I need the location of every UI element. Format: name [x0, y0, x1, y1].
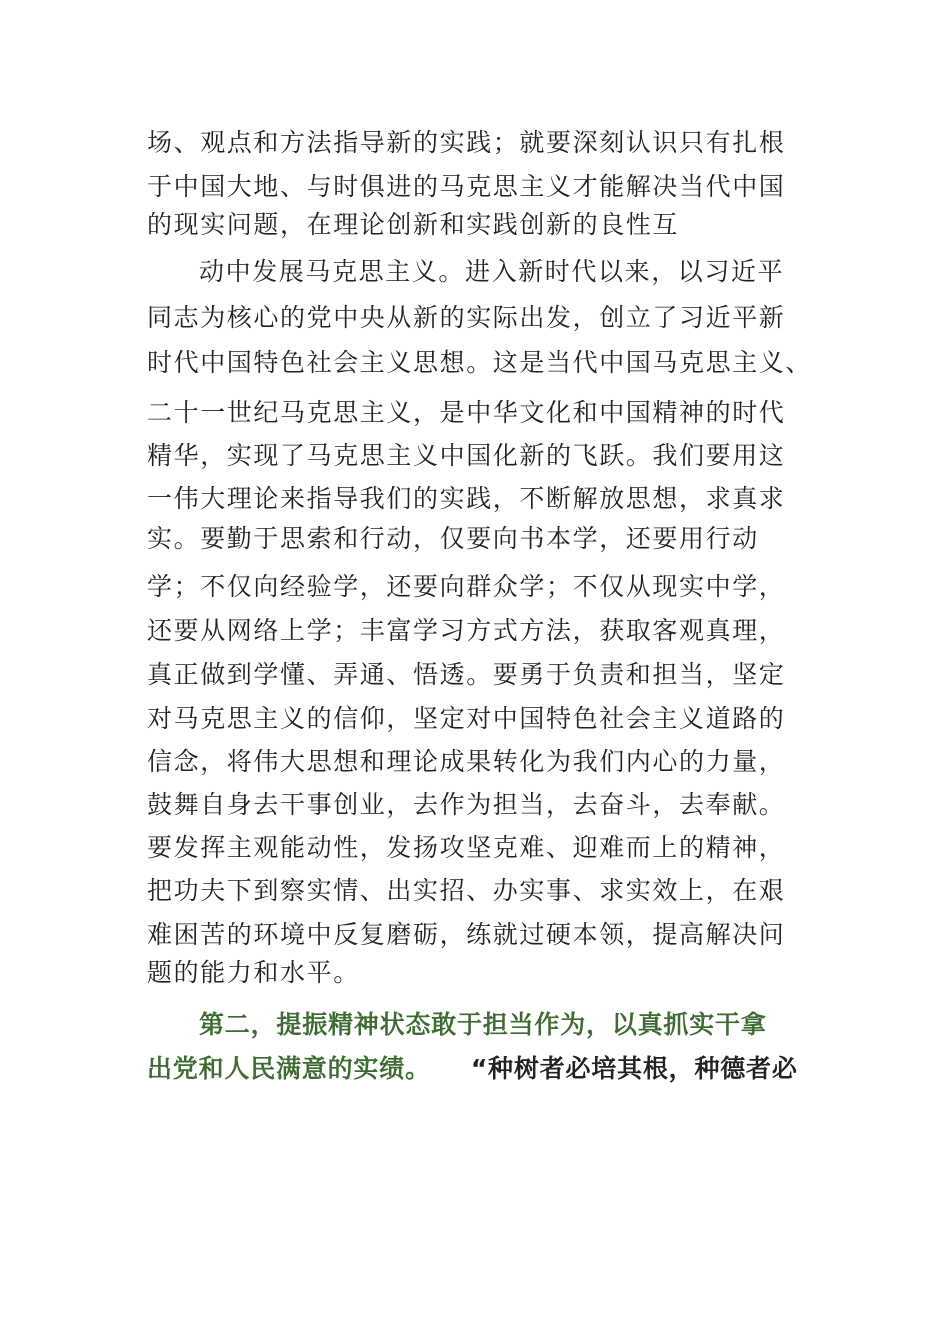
paragraph-2-line-1: 动中发展马克思主义。进入新时代以来，以习近平	[199, 257, 785, 286]
paragraph-2-line-8: 学；不仅向经验学，还要向群众学；不仅从现实中学，	[147, 572, 786, 601]
paragraph-2-line-17: 题的能力和水平。	[147, 958, 360, 987]
paragraph-2-line-13: 鼓舞自身去干事创业，去作为担当，去奋斗，去奉献。	[147, 790, 786, 819]
paragraph-1-line-2: 于中国大地、与时俱进的马克思主义才能解决当代中国	[147, 172, 786, 201]
section-heading-line-1: 第二，提振精神状态敢于担当作为，以真抓实干拿	[199, 1010, 767, 1039]
paragraph-2-line-4: 二十一世纪马克思主义，是中华文化和中国精神的时代	[147, 398, 786, 427]
paragraph-2-line-10: 真正做到学懂、弄通、悟透。要勇于负责和担当，坚定	[147, 660, 786, 689]
quote-start: “种树者必培其根，种德者必	[470, 1054, 798, 1083]
paragraph-2-line-15: 把功夫下到察实情、出实招、办实事、求实效上，在艰	[147, 876, 786, 905]
paragraph-2-line-14: 要发挥主观能动性，发扬攻坚克难、迎难而上的精神，	[147, 833, 786, 862]
paragraph-2-line-2: 同志为核心的党中央从新的实际出发，创立了习近平新	[147, 303, 786, 332]
section-heading-continuation: 出党和人民满意的实绩。	[147, 1054, 431, 1083]
paragraph-2-line-11: 对马克思主义的信仰，坚定对中国特色社会主义道路的	[147, 704, 786, 733]
paragraph-2-line-7: 实。要勤于思索和行动，仅要向书本学，还要用行动	[147, 524, 759, 553]
paragraph-2-line-16: 难困苦的环境中反复磨砺，练就过硬本领，提高解决问	[147, 920, 786, 949]
paragraph-2-line-12: 信念，将伟大思想和理论成果转化为我们内心的力量，	[147, 747, 786, 776]
paragraph-2-line-9: 还要从网络上学；丰富学习方式方法，获取客观真理，	[147, 616, 786, 645]
paragraph-2-line-5: 精华，实现了马克思主义中国化新的飞跃。我们要用这	[147, 441, 786, 470]
paragraph-1-line-3: 的现实问题，在理论创新和实践创新的良性互	[147, 210, 680, 239]
paragraph-2-line-6: 一伟大理论来指导我们的实践，不断解放思想，求真求	[147, 484, 786, 513]
paragraph-2-line-3: 时代中国特色社会主义思想。这是当代中国马克思主义、	[147, 348, 813, 377]
section-heading-line-2	[147, 1054, 798, 1084]
paragraph-1-line-1: 场、观点和方法指导新的实践；就要深刻认识只有扎根	[147, 128, 786, 157]
